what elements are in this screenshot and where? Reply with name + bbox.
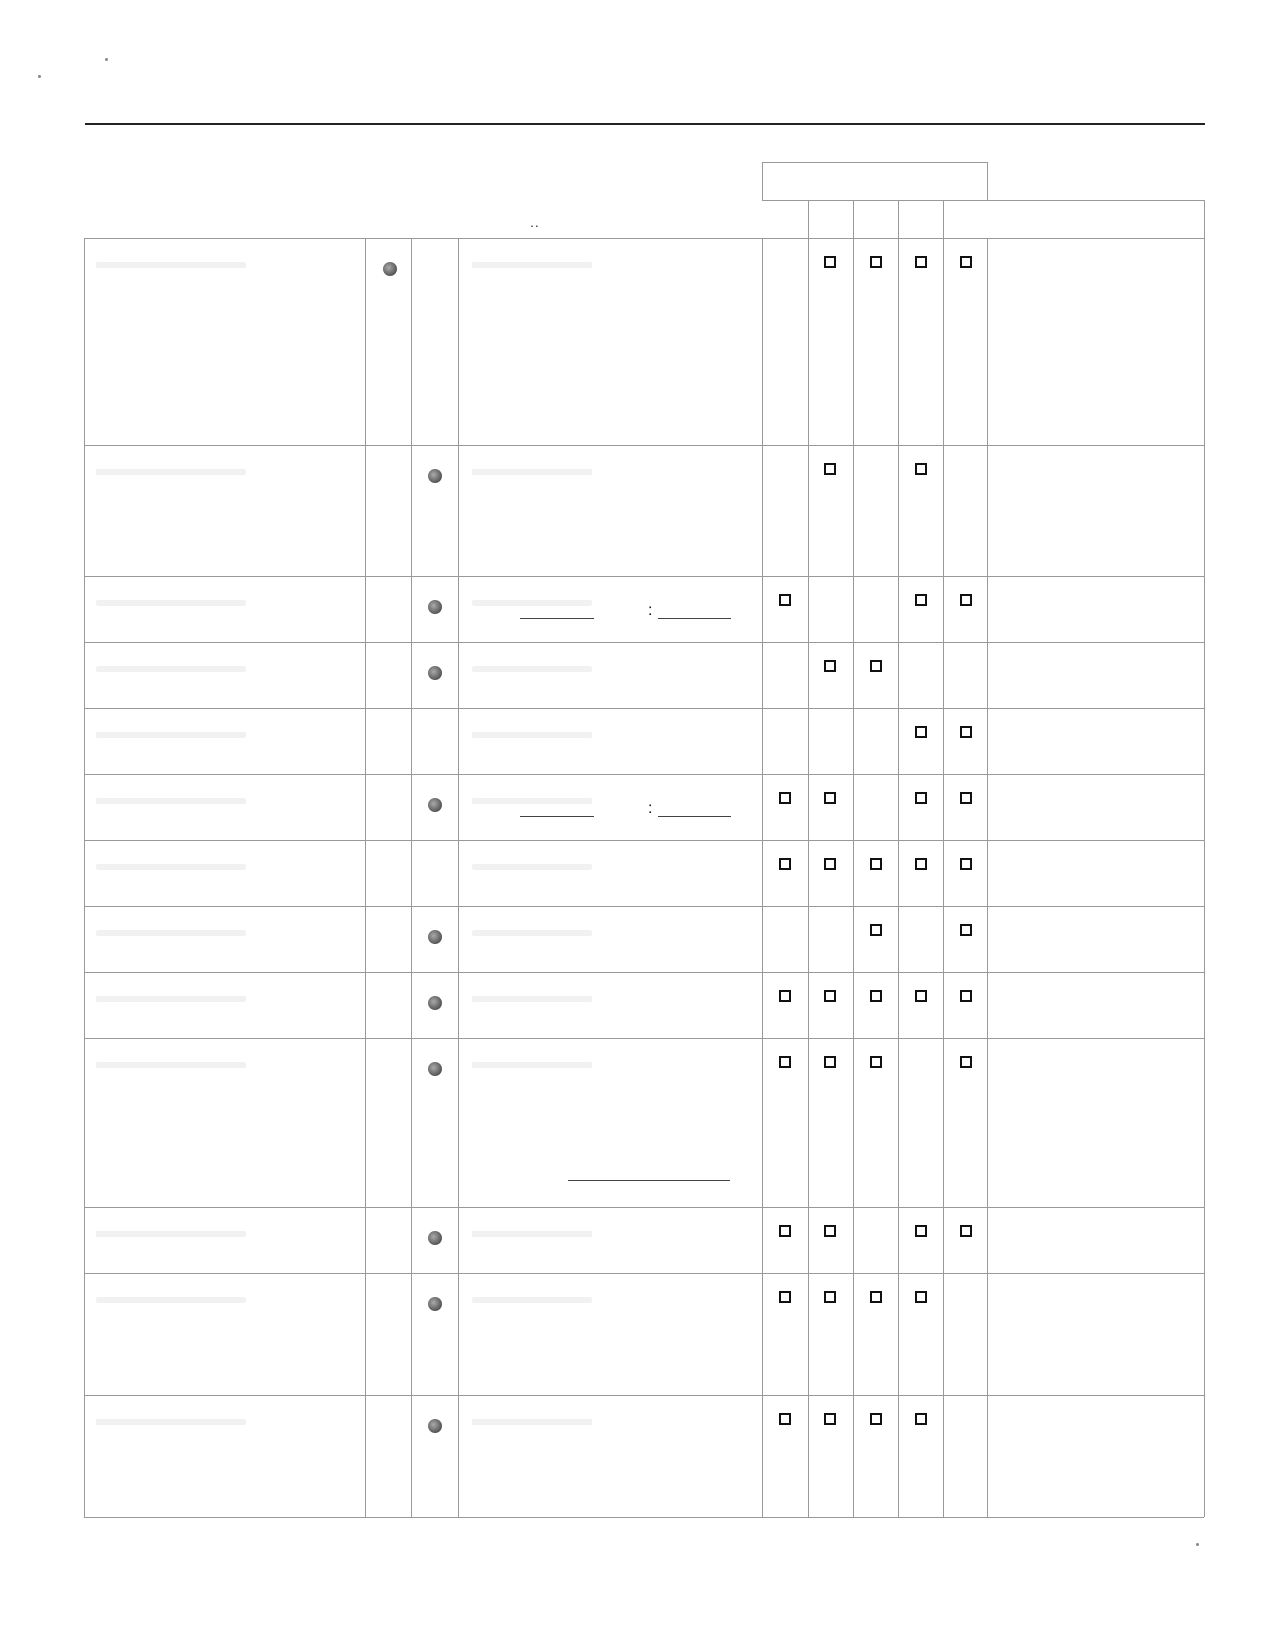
checkbox xyxy=(915,256,927,268)
checkbox xyxy=(915,1413,927,1425)
checkbox xyxy=(824,256,836,268)
bullet-icon xyxy=(428,600,442,614)
faded-text xyxy=(472,930,592,936)
row-divider xyxy=(84,1038,1204,1039)
checkbox xyxy=(870,660,882,672)
faded-text xyxy=(96,1297,246,1303)
bullet-icon xyxy=(428,930,442,944)
checkbox xyxy=(824,990,836,1002)
colon-mark: : xyxy=(648,800,653,817)
bullet-icon xyxy=(428,1297,442,1311)
header-subcol-divider xyxy=(808,200,809,238)
bullet-icon xyxy=(428,469,442,483)
checkbox xyxy=(870,924,882,936)
faded-text xyxy=(472,996,592,1002)
checkbox xyxy=(824,858,836,870)
header-right xyxy=(1204,200,1205,238)
checkbox xyxy=(824,1056,836,1068)
row-divider xyxy=(84,906,1204,907)
row-divider xyxy=(84,840,1204,841)
bullet-icon xyxy=(428,666,442,680)
header-subrow-top xyxy=(762,200,1204,201)
checkbox xyxy=(870,256,882,268)
checkbox xyxy=(824,1225,836,1237)
fill-in-line xyxy=(568,1180,730,1181)
faded-text xyxy=(96,1419,246,1425)
checkbox xyxy=(960,792,972,804)
bullet-icon xyxy=(428,1231,442,1245)
column-divider xyxy=(411,238,412,1517)
row-divider xyxy=(84,1207,1204,1208)
checkbox xyxy=(915,858,927,870)
column-divider xyxy=(898,238,899,1517)
faded-text xyxy=(472,1297,592,1303)
checkbox xyxy=(870,1413,882,1425)
faded-text xyxy=(96,262,246,268)
faded-text xyxy=(472,732,592,738)
checkbox xyxy=(915,726,927,738)
faded-text xyxy=(472,469,592,475)
checkbox xyxy=(779,858,791,870)
checkbox xyxy=(779,1291,791,1303)
header-subcol-divider xyxy=(898,200,899,238)
fill-in-line xyxy=(520,816,594,817)
header-dots: .. xyxy=(530,214,540,230)
checkbox xyxy=(915,463,927,475)
row-divider xyxy=(84,642,1204,643)
row-divider xyxy=(84,1395,1204,1396)
faded-text xyxy=(472,600,592,606)
bullet-icon xyxy=(428,996,442,1010)
checkbox xyxy=(960,858,972,870)
column-divider xyxy=(365,238,366,1517)
checkbox xyxy=(779,1413,791,1425)
faded-text xyxy=(96,1062,246,1068)
checkbox xyxy=(870,1056,882,1068)
checkbox xyxy=(824,792,836,804)
header-group-right xyxy=(987,162,988,201)
header-subcol-divider xyxy=(853,200,854,238)
faded-text xyxy=(96,864,246,870)
faded-text xyxy=(96,469,246,475)
column-divider xyxy=(762,238,763,1517)
row-divider xyxy=(84,576,1204,577)
checkbox xyxy=(915,1291,927,1303)
checkbox xyxy=(960,256,972,268)
row-divider xyxy=(84,708,1204,709)
checkbox xyxy=(870,858,882,870)
row-divider xyxy=(84,445,1204,446)
bullet-icon xyxy=(428,1419,442,1433)
header-subcol-divider xyxy=(943,200,944,238)
faded-text xyxy=(472,1062,592,1068)
checkbox xyxy=(915,792,927,804)
bullet-icon xyxy=(383,262,397,276)
checkbox xyxy=(779,792,791,804)
table-top-border xyxy=(84,238,1204,239)
row-divider xyxy=(84,774,1204,775)
colon-mark: : xyxy=(648,602,653,619)
column-divider xyxy=(853,238,854,1517)
faded-text xyxy=(96,930,246,936)
row-divider xyxy=(84,972,1204,973)
faded-text xyxy=(96,996,246,1002)
checkbox xyxy=(960,924,972,936)
header-group-top xyxy=(762,162,988,163)
checkbox xyxy=(915,990,927,1002)
faded-text xyxy=(472,864,592,870)
faded-text xyxy=(96,666,246,672)
checkbox xyxy=(960,990,972,1002)
checkbox xyxy=(915,1225,927,1237)
checkbox xyxy=(870,990,882,1002)
fill-in-line xyxy=(658,816,731,817)
column-divider xyxy=(1204,238,1205,1517)
checkbox xyxy=(824,463,836,475)
faded-text xyxy=(96,732,246,738)
column-divider xyxy=(84,238,85,1517)
faded-text xyxy=(472,666,592,672)
checkbox xyxy=(779,594,791,606)
column-divider xyxy=(987,238,988,1517)
bullet-icon xyxy=(428,798,442,812)
faded-text xyxy=(472,262,592,268)
checkbox xyxy=(824,1291,836,1303)
column-divider xyxy=(808,238,809,1517)
checkbox xyxy=(960,594,972,606)
checkbox xyxy=(960,1225,972,1237)
row-divider xyxy=(84,1517,1204,1518)
fill-in-line xyxy=(658,618,731,619)
faded-text xyxy=(472,798,592,804)
row-divider xyxy=(84,1273,1204,1274)
checkbox xyxy=(960,1056,972,1068)
faded-text xyxy=(472,1231,592,1237)
column-divider xyxy=(943,238,944,1517)
bullet-icon xyxy=(428,1062,442,1076)
checkbox xyxy=(960,726,972,738)
checkbox xyxy=(779,1225,791,1237)
checkbox xyxy=(824,660,836,672)
checkbox xyxy=(824,1413,836,1425)
faded-text xyxy=(96,1231,246,1237)
checkbox xyxy=(915,594,927,606)
checkbox xyxy=(779,1056,791,1068)
checkbox xyxy=(779,990,791,1002)
checkbox xyxy=(870,1291,882,1303)
faded-text xyxy=(96,798,246,804)
faded-text xyxy=(472,1419,592,1425)
fill-in-line xyxy=(520,618,594,619)
faded-text xyxy=(96,600,246,606)
column-divider xyxy=(458,238,459,1517)
header-group-left xyxy=(762,162,763,201)
